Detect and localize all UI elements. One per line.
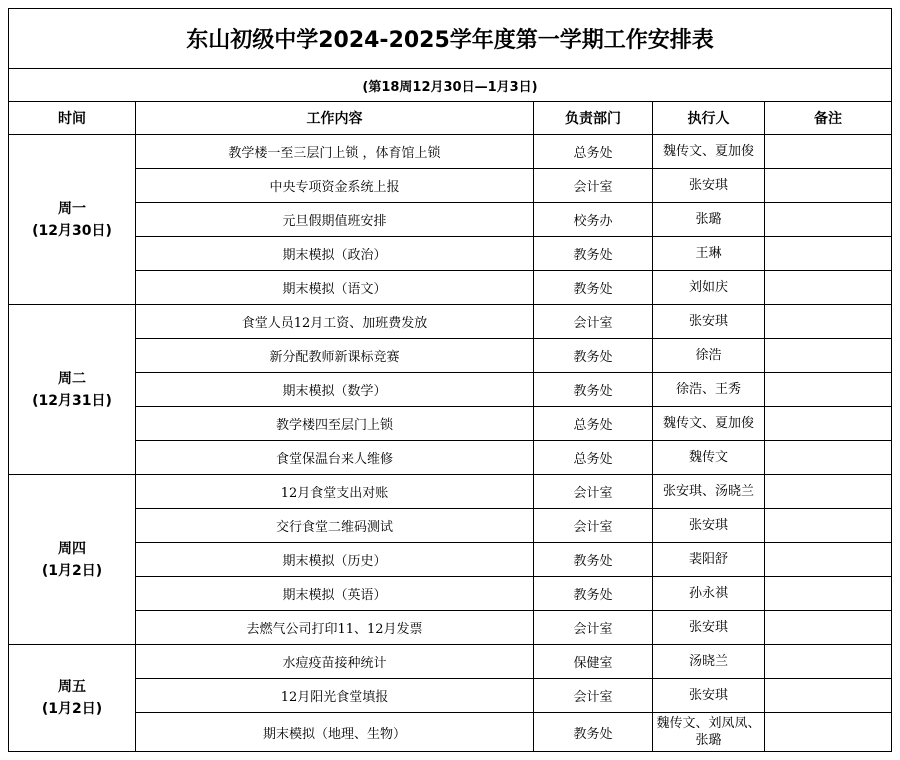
day-name: 周四 [58, 540, 86, 557]
executor-cell: 徐浩 [653, 339, 765, 373]
executor-cell: 张安琪 [653, 305, 765, 339]
executor-cell: 张璐 [653, 203, 765, 237]
table-row [9, 577, 892, 611]
remark-cell [765, 237, 892, 271]
task-content-cell: 12月食堂支出对账 [136, 475, 534, 509]
title-row [9, 9, 892, 69]
department-cell: 会计室 [534, 611, 653, 645]
day-name: 周一 [58, 200, 86, 217]
task-content-cell: 交行食堂二维码测试 [136, 509, 534, 543]
table-row [9, 305, 892, 339]
remark-cell [765, 373, 892, 407]
page-title: 东山初级中学2024-2025学年度第一学期工作安排表 [9, 9, 892, 69]
executor-cell: 魏传文 [653, 441, 765, 475]
executor-cell: 张安琪、汤晓兰 [653, 475, 765, 509]
subtitle-row [9, 69, 892, 102]
remark-cell [765, 509, 892, 543]
remark-cell [765, 441, 892, 475]
department-cell: 教务处 [534, 271, 653, 305]
executor-cell: 汤晓兰 [653, 645, 765, 679]
table-row [9, 271, 892, 305]
remark-cell [765, 135, 892, 169]
department-cell: 教务处 [534, 339, 653, 373]
remark-cell [765, 713, 892, 752]
remark-cell [765, 203, 892, 237]
department-cell: 总务处 [534, 135, 653, 169]
schedule-table [8, 8, 892, 752]
header-remark: 备注 [765, 102, 892, 135]
table-row [9, 679, 892, 713]
remark-cell [765, 543, 892, 577]
department-cell: 会计室 [534, 475, 653, 509]
page-subtitle: (第18周12月30日—1月3日) [9, 69, 892, 102]
task-content-cell: 新分配教师新课标竞赛 [136, 339, 534, 373]
header-executor: 执行人 [653, 102, 765, 135]
task-content-cell: 食堂保温台来人维修 [136, 441, 534, 475]
task-content-cell: 食堂人员12月工资、加班费发放 [136, 305, 534, 339]
executor-cell: 张安琪 [653, 169, 765, 203]
department-cell: 总务处 [534, 407, 653, 441]
table-row [9, 203, 892, 237]
department-cell: 总务处 [534, 441, 653, 475]
executor-cell: 张安琪 [653, 611, 765, 645]
task-content-cell: 期末模拟（数学） [136, 373, 534, 407]
task-content-cell: 12月阳光食堂填报 [136, 679, 534, 713]
day-cell [9, 305, 136, 475]
department-cell: 教务处 [534, 713, 653, 752]
executor-cell: 魏传文、夏加俊 [653, 135, 765, 169]
table-row [9, 475, 892, 509]
remark-cell [765, 271, 892, 305]
table-row [9, 509, 892, 543]
executor-cell: 王琳 [653, 237, 765, 271]
table-row [9, 645, 892, 679]
task-content-cell: 期末模拟（地理、生物） [136, 713, 534, 752]
executor-cell: 徐浩、王秀 [653, 373, 765, 407]
remark-cell [765, 475, 892, 509]
table-row [9, 407, 892, 441]
task-content-cell: 期末模拟（历史） [136, 543, 534, 577]
department-cell: 教务处 [534, 577, 653, 611]
header-time: 时间 [9, 102, 136, 135]
remark-cell [765, 305, 892, 339]
header-row [9, 102, 892, 135]
day-cell [9, 645, 136, 752]
table-row [9, 611, 892, 645]
task-content-cell: 去燃气公司打印11、12月发票 [136, 611, 534, 645]
remark-cell [765, 645, 892, 679]
day-name: 周五 [58, 679, 86, 695]
executor-cell: 裴阳舒 [653, 543, 765, 577]
executor-cell: 张安琪 [653, 509, 765, 543]
task-content-cell: 教学楼一至三层门上锁 ，体育馆上锁 [136, 135, 534, 169]
table-row [9, 713, 892, 752]
department-cell: 教务处 [534, 373, 653, 407]
department-cell: 教务处 [534, 543, 653, 577]
task-content-cell: 元旦假期值班安排 [136, 203, 534, 237]
remark-cell [765, 407, 892, 441]
executor-cell: 魏传文、刘凤凤、张璐 [653, 713, 765, 752]
executor-cell: 张安琪 [653, 679, 765, 713]
header-department: 负责部门 [534, 102, 653, 135]
remark-cell [765, 339, 892, 373]
remark-cell [765, 169, 892, 203]
table-row [9, 441, 892, 475]
day-cell [9, 135, 136, 305]
header-content: 工作内容 [136, 102, 534, 135]
table-row [9, 237, 892, 271]
department-cell: 会计室 [534, 679, 653, 713]
department-cell: 会计室 [534, 509, 653, 543]
executor-cell: 魏传文、夏加俊 [653, 407, 765, 441]
day-date: (12月30日) [32, 222, 112, 239]
table-row [9, 169, 892, 203]
department-cell: 教务处 [534, 237, 653, 271]
day-cell [9, 475, 136, 645]
task-content-cell: 期末模拟（政治） [136, 237, 534, 271]
task-content-cell: 水痘疫苗接种统计 [136, 645, 534, 679]
task-content-cell: 中央专项资金系统上报 [136, 169, 534, 203]
day-name: 周二 [58, 370, 86, 387]
task-content-cell: 期末模拟（语文） [136, 271, 534, 305]
remark-cell [765, 577, 892, 611]
task-content-cell: 期末模拟（英语） [136, 577, 534, 611]
remark-cell [765, 611, 892, 645]
task-content-cell: 教学楼四至层门上锁 [136, 407, 534, 441]
department-cell: 校务办 [534, 203, 653, 237]
department-cell: 会计室 [534, 169, 653, 203]
executor-cell: 刘如庆 [653, 271, 765, 305]
department-cell: 会计室 [534, 305, 653, 339]
day-date: (1月2日) [41, 562, 103, 579]
table-row [9, 339, 892, 373]
day-date: (12月31日) [32, 392, 112, 409]
day-date: (1月2日) [41, 701, 103, 717]
executor-cell: 孙永祺 [653, 577, 765, 611]
department-cell: 保健室 [534, 645, 653, 679]
table-row [9, 543, 892, 577]
table-row [9, 373, 892, 407]
table-row [9, 135, 892, 169]
remark-cell [765, 679, 892, 713]
